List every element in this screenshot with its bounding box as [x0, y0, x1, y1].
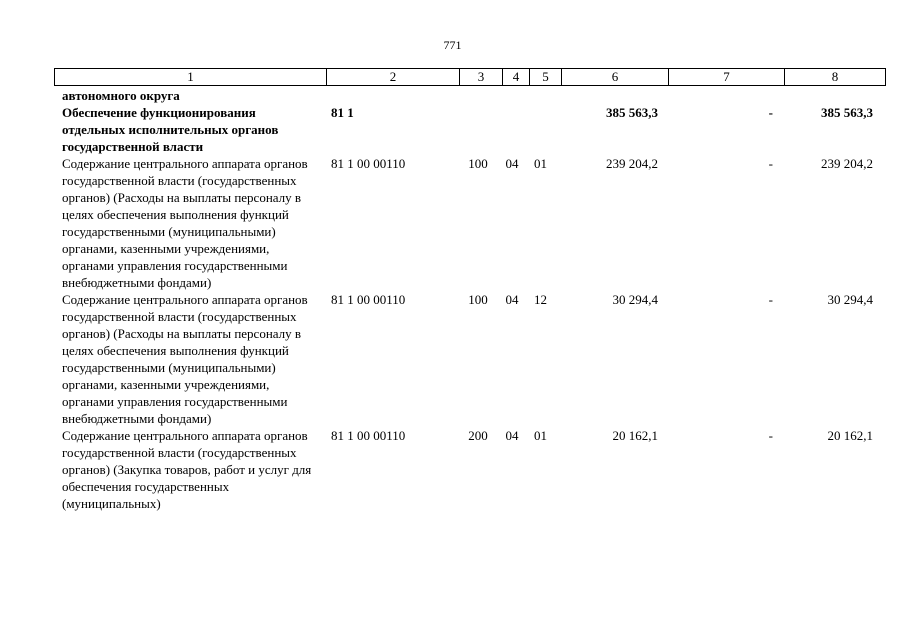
- column-header: 4: [503, 69, 530, 86]
- column-header: 7: [669, 69, 785, 86]
- row-change: [662, 87, 777, 104]
- row-sum: 239 204,2: [606, 156, 658, 171]
- table-row: [54, 104, 877, 155]
- row-sum: 30 294,4: [612, 292, 658, 307]
- row-subsection: [525, 87, 556, 104]
- row-expense-type: [457, 87, 499, 104]
- column-header: 6: [562, 69, 669, 86]
- row-total: 20 162,1: [827, 428, 873, 443]
- column-header-row: [55, 69, 886, 86]
- row-code: 81 1 00 00110: [331, 428, 406, 443]
- row-total: 385 563,3: [821, 105, 873, 120]
- row-code: 81 1: [331, 105, 354, 120]
- row-name: Содержание центрального аппарата органов государственной власти (государственных органов) (Расходы на выплаты персоналу в целях обеспечения выполнения функций государственными (муниципальными) органами, казенными учреждениями, органами управления государственными внебюджетными фондами): [62, 156, 308, 290]
- column-header-table: [54, 68, 886, 86]
- row-change: -: [768, 105, 773, 120]
- row-subsection: 01: [534, 156, 547, 171]
- row-sum: [556, 87, 662, 104]
- row-section: 04: [505, 156, 519, 171]
- row-expense-type: 100: [468, 156, 488, 171]
- row-expense-type: [457, 104, 499, 155]
- column-header: 1: [55, 69, 327, 86]
- row-subsection: [525, 104, 556, 155]
- page-number: 771: [443, 38, 462, 52]
- row-name: автономного округа: [62, 88, 180, 103]
- column-header: 3: [460, 69, 503, 86]
- column-header: 2: [327, 69, 460, 86]
- table-row: [54, 87, 877, 104]
- row-subsection: 01: [534, 428, 547, 443]
- table-row: [54, 155, 877, 291]
- row-code: [325, 87, 457, 104]
- budget-table: [54, 87, 877, 512]
- row-section: [499, 104, 525, 155]
- row-name: Содержание центрального аппарата органов государственной власти (государственных органов) (Закупка товаров, работ и услуг для обеспечения государственных (муниципальных): [62, 428, 312, 511]
- column-header: 8: [785, 69, 886, 86]
- row-change: -: [768, 292, 773, 307]
- row-total: [777, 87, 877, 104]
- table-row: [54, 291, 877, 427]
- row-expense-type: 200: [468, 428, 488, 443]
- row-change: -: [768, 156, 773, 171]
- row-change: -: [768, 428, 773, 443]
- row-code: 81 1 00 00110: [331, 156, 406, 171]
- row-name: Обеспечение функционирования отдельных исполнительных органов государственной власти: [62, 105, 279, 154]
- row-section: 04: [505, 428, 519, 443]
- row-total: 30 294,4: [827, 292, 873, 307]
- row-sum: 20 162,1: [612, 428, 658, 443]
- row-expense-type: 100: [468, 292, 488, 307]
- row-sum: 385 563,3: [606, 105, 658, 120]
- row-section: 04: [505, 292, 519, 307]
- row-code: 81 1 00 00110: [331, 292, 406, 307]
- row-subsection: 12: [534, 292, 547, 307]
- row-section: [499, 87, 525, 104]
- row-name: Содержание центрального аппарата органов государственной власти (государственных органов) (Расходы на выплаты персоналу в целях обеспечения выполнения функций государственными (муниципальными) органами, казенными учреждениями, органами управления государственными внебюджетными фондами): [62, 292, 308, 426]
- table-row: [54, 427, 877, 512]
- row-total: 239 204,2: [821, 156, 873, 171]
- column-header: 5: [530, 69, 562, 86]
